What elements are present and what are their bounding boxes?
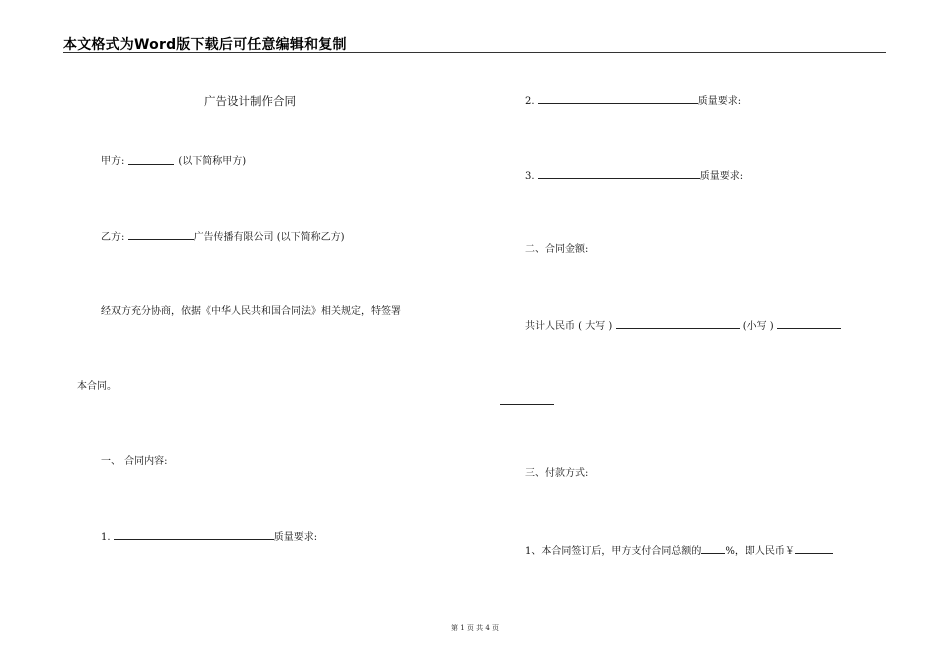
section-2-heading: 二、合同金额: — [525, 244, 589, 255]
party-b-label: 乙方: — [101, 232, 125, 243]
payment-amount-blank — [795, 543, 833, 554]
item-1-quality-label: 质量要求: — [273, 532, 318, 543]
item-2-quality-label: 质量要求: — [697, 96, 742, 107]
item-2-line — [525, 93, 741, 109]
item-2-blank — [538, 93, 698, 104]
party-b-line — [101, 229, 345, 245]
party-a-blank — [128, 158, 174, 165]
item-3-number: 3. — [525, 171, 535, 182]
amount-small-label: (小写 ) — [742, 321, 774, 332]
header-divider — [63, 52, 886, 53]
payment-1-line — [525, 543, 833, 559]
party-b-blank — [128, 229, 194, 240]
amount-continuation-blank — [500, 404, 554, 405]
amount-small-blank — [777, 318, 841, 329]
section-1-heading: 一、 合同内容: — [101, 456, 168, 467]
preamble-line-1: 经双方充分协商，依据《中华人民共和国合同法》相关规定，特签署 — [101, 306, 401, 317]
item-1-number: 1. — [101, 532, 111, 543]
amount-capital-label: 共计人民币 ( 大写 ) — [525, 321, 613, 332]
item-1-blank — [114, 529, 274, 540]
preamble-line-2: 本合同。 — [77, 381, 117, 392]
page-footer: 第 1 页 共 4 页 — [450, 624, 500, 632]
party-b-company: 广告传播有限公司 — [193, 232, 274, 243]
party-a-label: 甲方: — [101, 156, 125, 167]
payment-percent-blank — [701, 543, 725, 554]
item-3-quality-label: 质量要求: — [699, 171, 744, 182]
amount-capital-blank — [616, 318, 740, 329]
party-b-suffix: (以下简称乙方) — [276, 232, 345, 243]
page-header: 本文格式为Word版下载后可任意编辑和复制 — [63, 37, 347, 53]
item-1-line — [101, 529, 317, 545]
amount-line — [525, 318, 841, 334]
payment-1-mid: %，即人民币￥ — [725, 546, 795, 557]
payment-1-prefix: 1、本合同签订后，甲方支付合同总额的 — [525, 546, 702, 557]
section-3-heading: 三、付款方式: — [525, 468, 589, 479]
item-2-number: 2. — [525, 96, 535, 107]
document-title: 广告设计制作合同 — [204, 94, 296, 108]
item-3-line — [525, 168, 743, 184]
party-a-line — [101, 155, 246, 169]
party-a-suffix: (以下简称甲方) — [178, 156, 247, 167]
item-3-blank — [538, 168, 700, 179]
